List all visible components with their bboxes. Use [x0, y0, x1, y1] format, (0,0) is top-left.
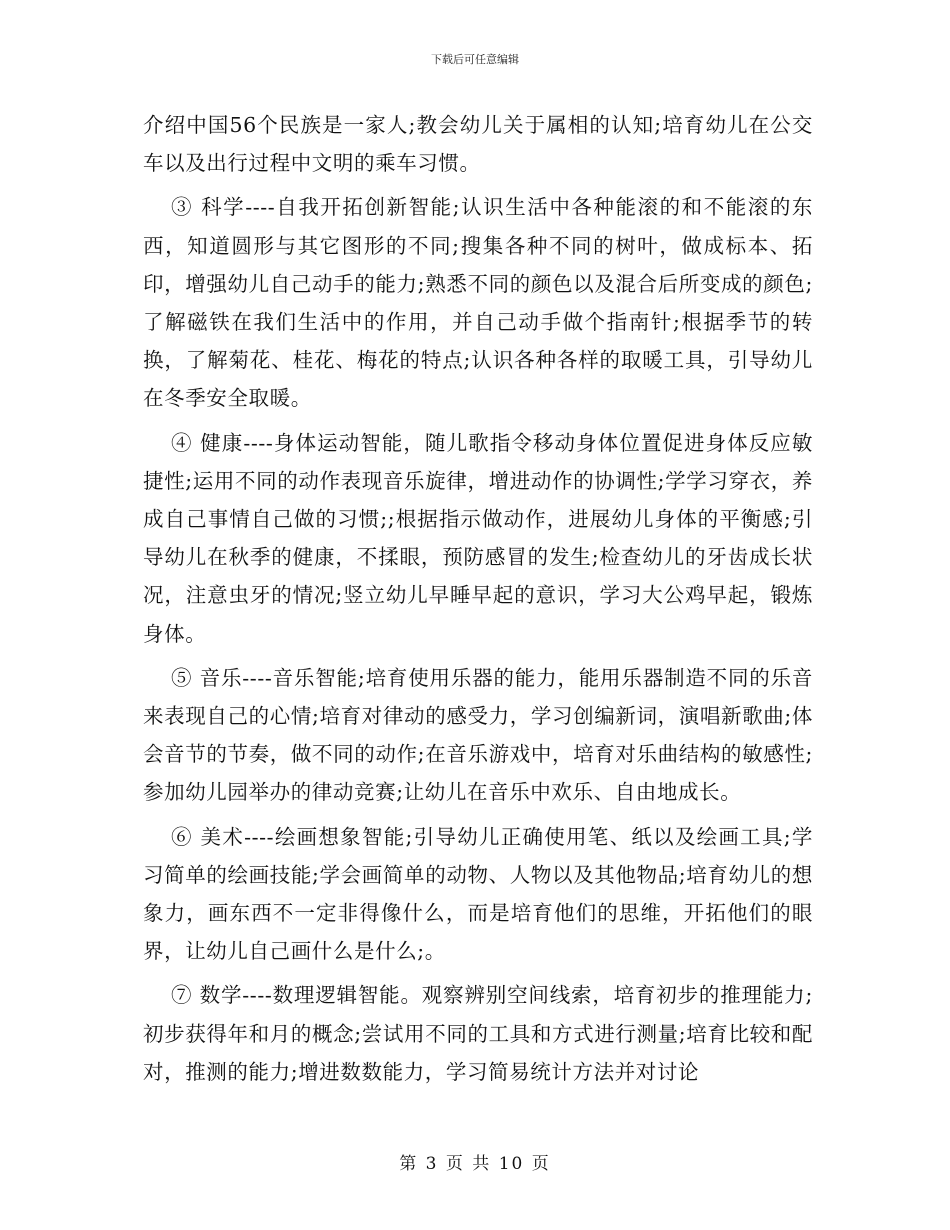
paragraph-science: ③ 科学----自我开拓创新智能;认识生活中各种能滚的和不能滚的东西，知道圆形与其它图形的不同;搜集各种不同的树叶，做成标本、拓印，增强幼儿自己动手的能力;熟悉不同的颜色以及混合后所变成的颜色;了解磁铁在我们生活中的作用，并自己动手做个指南针;根据季节的转换，了解菊花、桂花、梅花的特点;认识各种各样的取暖工具，引导幼儿在冬季安全取暖。	[143, 195, 813, 411]
page-header: 下载后可任意编辑	[431, 53, 519, 66]
paragraph-health: ④ 健康----身体运动智能，随儿歌指令移动身体位置促进身体反应敏捷性;运用不同的动作表现音乐旋律，增进动作的协调性;学学习穿衣，养成自己事情自己做的习惯;;根据指示做动作，进展幼儿身体的平衡感;引导幼儿在秋季的健康，不揉眼，预防感冒的发生;检查幼儿的牙齿成长状况，注意虫牙的情况;竖立幼儿早睡早起的意识，学习大公鸡早起，锻炼身体。	[143, 430, 813, 646]
paragraph-art: ⑥ 美术----绘画想象智能;引导幼儿正确使用笔、纸以及绘画工具;学习简单的绘画技能;学会画简单的动物、人物以及其他物品;培育幼儿的想象力，画东西不一定非得像什么，而是培育他们的思维，开拓他们的眼界，让幼儿自己画什么是什么;。	[143, 824, 813, 964]
paragraph-continuation: 介绍中国56个民族是一家人;教会幼儿关于属相的认知;培育幼儿在公交车以及出行过程中文明的乘车习惯。	[143, 113, 813, 176]
paragraph-music: ⑤ 音乐----音乐智能;培育使用乐器的能力，能用乐器制造不同的乐音来表现自己的心情;培育对律动的感受力，学习创编新词，演唱新歌曲;体会音节的节奏，做不同的动作;在音乐游戏中，培育对乐曲结构的敏感性;参加幼儿园举办的律动竞赛;让幼儿在音乐中欢乐、自由地成长。	[143, 665, 813, 805]
page-number: 第 3 页 共 10 页	[399, 1154, 551, 1174]
document-body	[143, 106, 813, 1097]
paragraph-math: ⑦ 数学----数理逻辑智能。观察辨别空间线索，培育初步的推理能力;初步获得年和月的概念;尝试用不同的工具和方式进行测量;培育比较和配对，推测的能力;增进数数能力，学习简易统计方法并对讨论	[143, 983, 813, 1084]
